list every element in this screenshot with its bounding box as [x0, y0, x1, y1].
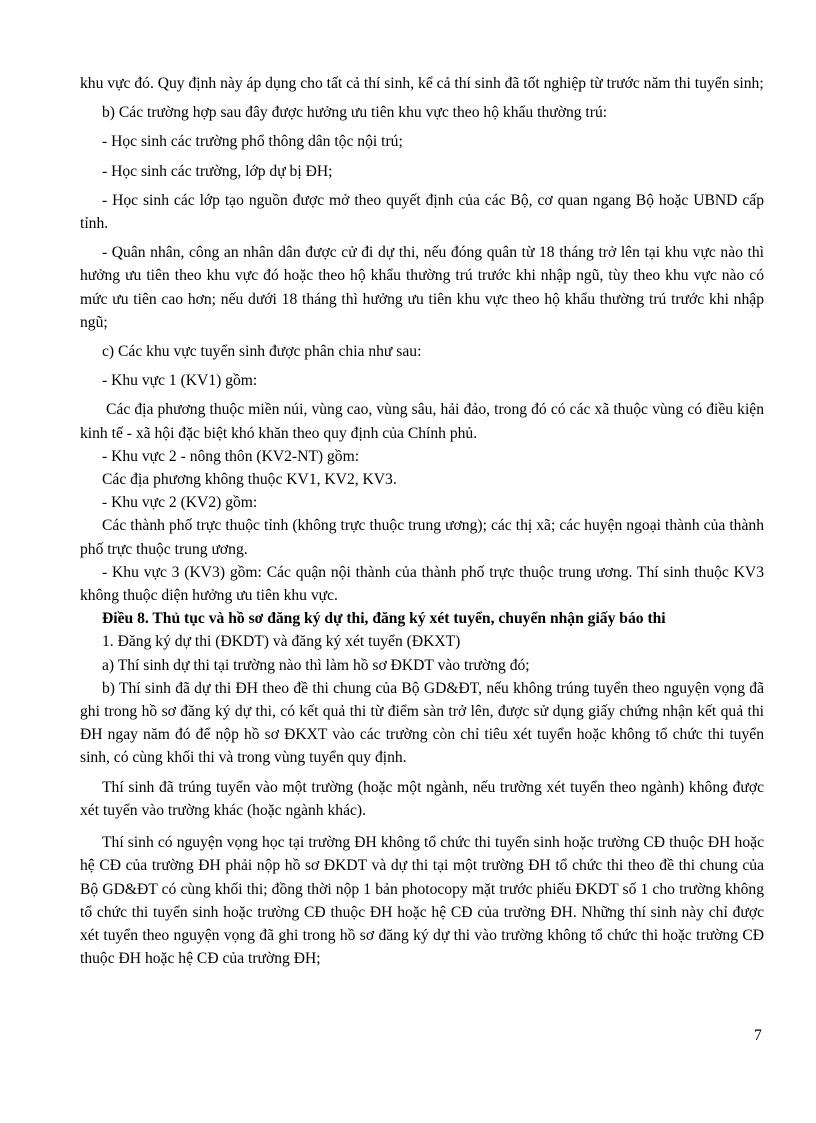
- list-item: - Quân nhân, công an nhân dân được cử đi dự thi, nếu đóng quân từ 18 tháng trở lên tại khu vực nào thì hưởng ưu tiên theo khu vực đó hoặc theo hộ khẩu thường trú trước khi nhập ngũ, tùy theo khu vực nào có mức ưu tiên cao hơn; nếu dưới 18 tháng thì hưởng ưu tiên khu vực theo hộ khẩu thường trú trước khi nhập ngũ;: [80, 244, 764, 331]
- paragraph-item-b: b) Các trường hợp sau đây được hưởng ưu tiên khu vực theo hộ khẩu thường trú:: [102, 104, 608, 122]
- paragraph: Các địa phương thuộc miền núi, vùng cao, vùng sâu, hải đảo, trong đó có các xã thuộc vùng có điều kiện kinh tế - xã hội đặc biệt khó khăn theo quy định của Chính phủ.: [80, 401, 764, 442]
- paragraph-item-a: a) Thí sinh dự thi tại trường nào thì làm hồ sơ ĐKDT vào trường đó;: [102, 656, 530, 674]
- paragraph-continuation: khu vực đó. Quy định này áp dụng cho tất cả thí sinh, kể cả thí sinh đã tốt nghiệp từ trước năm thi tuyển sinh;: [80, 75, 764, 92]
- paragraph: Các địa phương không thuộc KV1, KV2, KV3.: [102, 471, 397, 489]
- paragraph: Thí sinh đã trúng tuyển vào một trường (hoặc một ngành, nếu trường xét tuyển theo ngành) không được xét tuyển vào trường khác (hoặc ngành khác).: [80, 778, 764, 819]
- list-item: - Học sinh các trường, lớp dự bị ĐH;: [102, 162, 333, 180]
- article-heading: Điều 8. Thủ tục và hồ sơ đăng ký dự thi, đăng ký xét tuyển, chuyển nhận giấy báo thi: [102, 610, 666, 628]
- list-item: - Khu vực 2 - nông thôn (KV2-NT) gồm:: [102, 447, 360, 465]
- list-item: - Học sinh các lớp tạo nguồn được mở theo quyết định của các Bộ, cơ quan ngang Bộ hoặc UBND cấp tỉnh.: [80, 191, 764, 233]
- paragraph: Thí sinh có nguyện vọng học tại trường ĐH không tổ chức thi tuyển sinh hoặc trường CĐ thuộc ĐH hoặc hệ CĐ của trường ĐH phải nộp hồ sơ ĐKDT và dự thi tại một trường ĐH tổ chức thi theo đề thi chung của Bộ GD&ĐT có cùng khối thi; đồng thời nộp 1 bản photocopy mặt trước phiếu ĐKDT số 1 cho trường không tổ chức thi tuyển sinh hoặc trường CĐ thuộc ĐH hoặc hệ CĐ của trường ĐH. Những thí sinh này chỉ được xét tuyển theo nguyện vọng đã ghi trong hồ sơ đăng ký dự thi vào trường không tổ chức thi hoặc trường CĐ thuộc ĐH hoặc hệ CĐ của trường ĐH;: [80, 834, 764, 968]
- list-item: - Khu vực 2 (KV2) gồm:: [102, 494, 258, 512]
- list-item: - Khu vực 1 (KV1) gồm:: [102, 372, 258, 390]
- document-body: [80, 72, 764, 970]
- paragraph: Các thành phố trực thuộc tỉnh (không trực thuộc trung ương); các thị xã; các huyện ngoại thành của thành phố trực thuộc trung ương.: [80, 517, 764, 558]
- section-heading: 1. Đăng ký dự thi (ĐKDT) và đăng ký xét tuyển (ĐKXT): [102, 633, 461, 651]
- page-number: 7: [754, 1027, 762, 1044]
- paragraph-item-b: b) Thí sinh đã dự thi ĐH theo đề thi chung của Bộ GD&ĐT, nếu không trúng tuyển theo nguyện vọng đã ghi trong hồ sơ đăng ký dự thi, có kết quả thi từ điểm sàn trở lên, được sử dụng giấy chứng nhận kết quả thi ĐH ngay năm đó để nộp hồ sơ ĐKXT vào các trường còn chỉ tiêu xét tuyển hoặc không tổ chức thi tuyển sinh, có cùng khối thi và trong vùng tuyển quy định.: [80, 679, 764, 767]
- paragraph-item-c: c) Các khu vực tuyển sinh được phân chia như sau:: [102, 343, 422, 361]
- list-item: - Học sinh các trường phổ thông dân tộc nội trú;: [102, 133, 403, 151]
- list-item: - Khu vực 3 (KV3) gồm: Các quận nội thành của thành phố trực thuộc trung ương. Thí sinh thuộc KV3 không thuộc diện hưởng ưu tiên khu vực.: [80, 563, 764, 605]
